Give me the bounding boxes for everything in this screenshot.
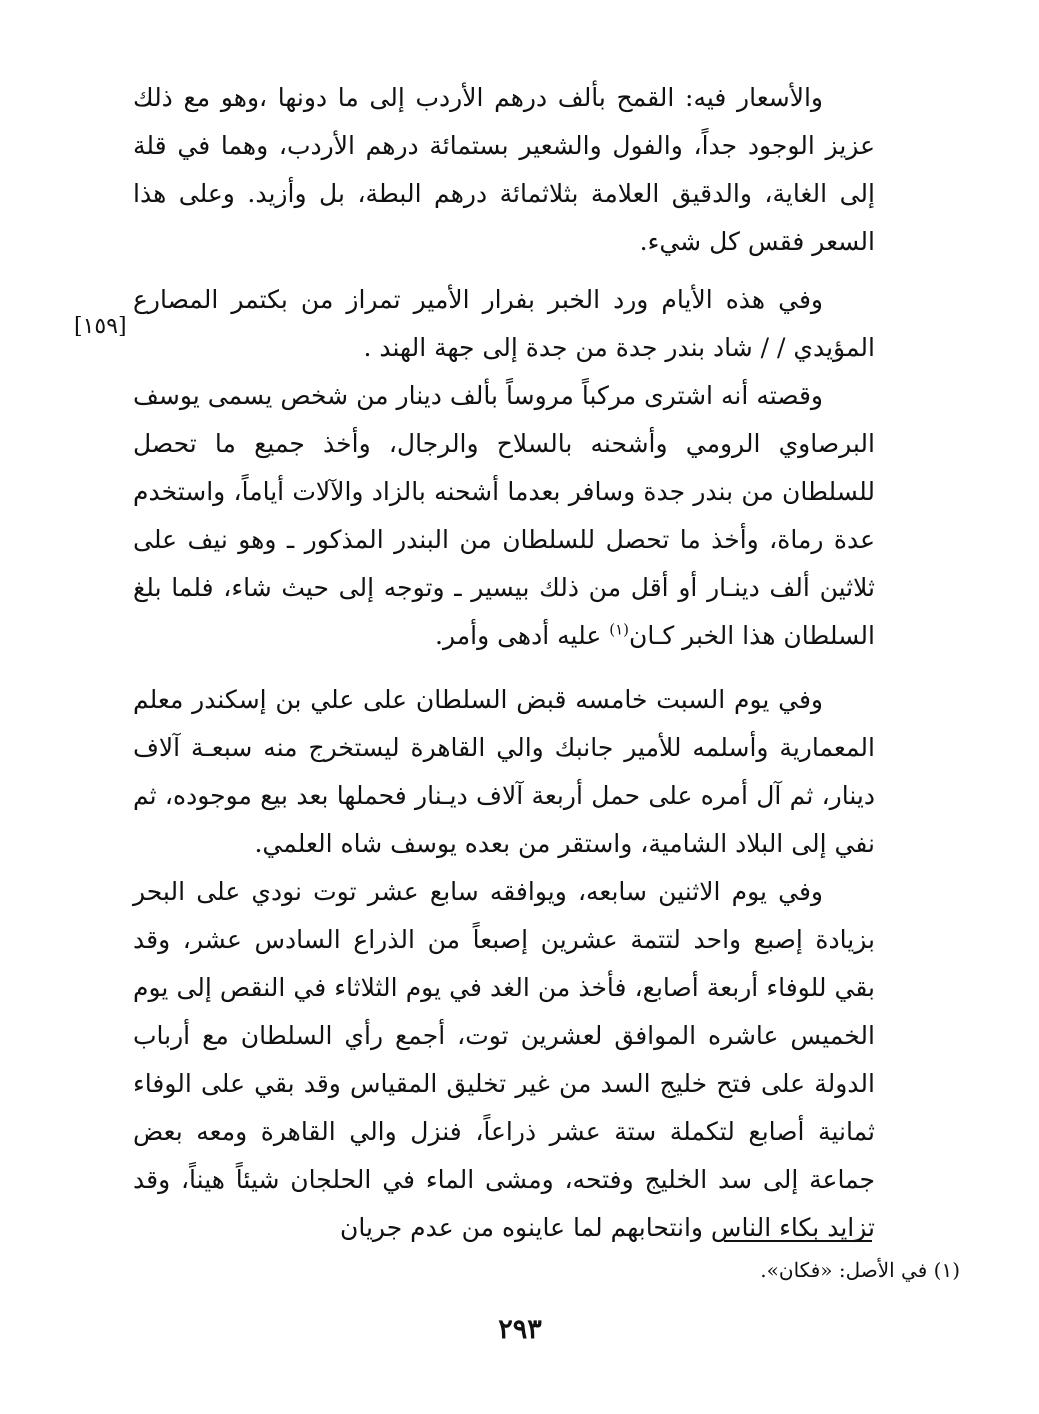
footnote-reference: (١) [609, 620, 630, 639]
body-paragraph-story [133, 372, 875, 660]
paragraph-text: وفي يوم الاثنين سابعه، ويوافقه سابع عشر توت نودي على البحر بزيادة إصبع واحد لتتمة عشرين إصبعاً من الذراع السادس عشر، وقد بقي للوفاء أربعة أصابع، فأخذ من الغد في يوم الثلاثاء في النقص إلى يوم الخميس عاشره الموافق لعشرين توت، أجمع رأي السلطان مع أرباب الدولة على فتح خليج السد من غير تخليق المقياس وقد بقي على الوفاء ثمانية أصابع لتكملة ستة عشر ذراعاً، فنزل والي القاهرة ومعه بعض جماعة إلى سد الخليج وفتحه، ومشى الماء في الحلجان شيئاً هيناً، وقد تزايد بكاء الناس وانتحابهم لما عاينوه من عدم جريان [133, 877, 875, 1242]
body-paragraph-nile-flood [133, 868, 875, 1252]
paragraph-text-part: وقصته أنه اشترى مركباً مروساً بألف دينار من شخص يسمى يوسف البرصاوي الرومي وأشحنه بالسلاح والرجال، وأخذ جميع ما تحصل للسلطان من بندر جدة وسافر بعدما أشحنه بالزاد والآلات أياماً، واستخدم عدة رماة، وأخذ ما تحصل للسلطان من البندر المذكور ـ وهو نيف على ثلاثين ألف دينـار أو أقل من ذلك بيسير ـ وتوجه إلى حيث شاء، فلما بلغ السلطان هذا الخبر كـان [133, 381, 875, 650]
footnote: (١) في الأصل: «فكان». [760, 1258, 960, 1282]
body-paragraph-prices [133, 74, 875, 266]
page-number: ٢٩٣ [498, 1314, 542, 1345]
footnote-divider [724, 1240, 872, 1242]
paragraph-text [133, 372, 875, 660]
body-paragraph-timraz-escape [133, 276, 875, 372]
margin-folio-marker: [١٥٩] [74, 314, 127, 339]
paragraph-text: وفي يوم السبت خامسه قبض السلطان على علي بن إسكندر معلم المعمارية وأسلمه للأمير جانبك والي القاهرة ليستخرج منه سبعـة آلاف دينار، ثم آل أمره على حمل أربعة آلاف ديـنار فحملها بعد بيع موجوده، ثم نفي إلى البلاد الشامية، واستقر من بعده يوسف شاه العلمي. [133, 685, 875, 858]
paragraph-text: والأسعار فيه: القمح بألف درهم الأردب إلى ما دونها ،وهو مع ذلك عزيز الوجود جداً، والفول والشعير بستمائة درهم الأردب، وهما في قلة إلى الغاية، والدقيق العلامة بثلاثمائة درهم البطة، بل وأزيد. وعلى هذا السعر فقس كل شيء. [133, 83, 875, 256]
body-paragraph-ali-bin-iskandar [133, 676, 875, 868]
paragraph-text-part: عليه أدهى وأمر. [435, 621, 602, 650]
paragraph-text: وفي هذه الأيام ورد الخبر بفرار الأمير تمراز من بكتمر المصارع المؤيدي / / شاد بندر جدة من جدة إلى جهة الهند . [133, 285, 875, 362]
